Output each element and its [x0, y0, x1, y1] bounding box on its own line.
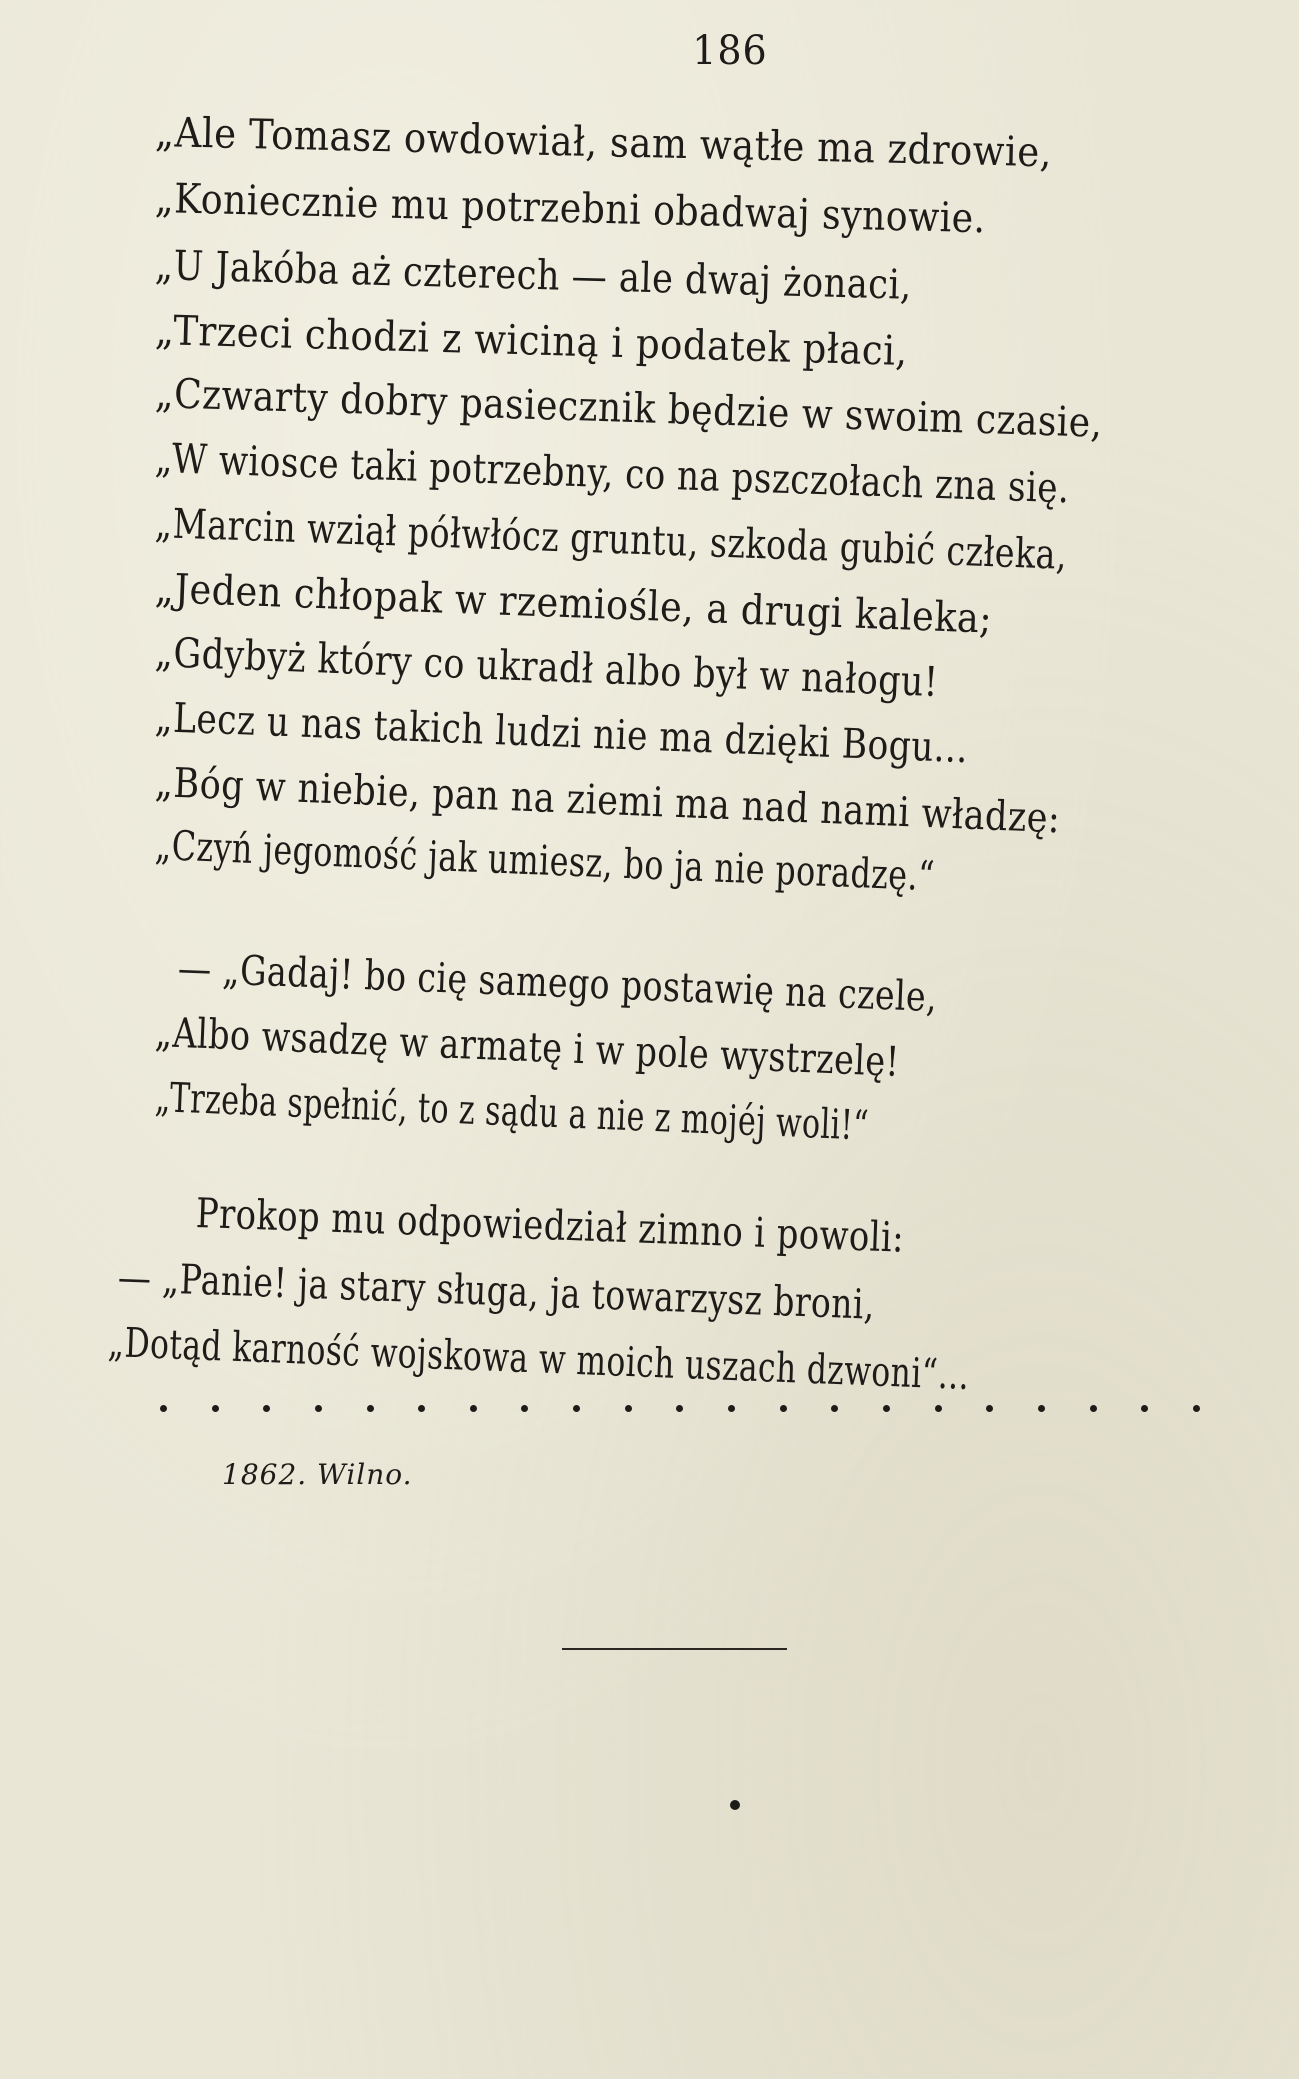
- verse-line: „Albo wsadzę w armatę i w pole wystrzelę!: [154, 1008, 901, 1086]
- leader-dot: [986, 1405, 993, 1412]
- ink-speck: [730, 1800, 740, 1810]
- dot-leader: [160, 1405, 1200, 1412]
- leader-dot: [935, 1405, 942, 1412]
- verse-line: „Dotąd karność wojskowa w moich uszach dzwoni“...: [107, 1318, 971, 1400]
- verse-line: „Bóg w niebie, pan na ziemi ma nad nami władzę:: [154, 758, 1062, 843]
- verse-line: „Jeden chłopak w rzemiośle, a drugi kaleka;: [154, 564, 993, 643]
- leader-dot: [1141, 1405, 1148, 1412]
- verse-line: — „Gadaj! bo cię samego postawię na czele,: [177, 944, 939, 1022]
- verse-line: — „Panie! ja stary sługa, ja towarzysz broni,: [117, 1253, 876, 1329]
- dateline: 1862. Wilno.: [222, 1458, 413, 1491]
- verse-line: „Trzeci chodzi z wiciną i podatek płaci,: [154, 306, 909, 376]
- leader-dot: [212, 1405, 219, 1412]
- leader-dot: [1193, 1405, 1200, 1412]
- leader-dot: [831, 1405, 838, 1412]
- leader-dot: [418, 1405, 425, 1412]
- leader-dot: [263, 1405, 270, 1412]
- leader-dot: [315, 1405, 322, 1412]
- leader-dot: [1090, 1405, 1097, 1412]
- verse-line: „Lecz u nas takich ludzi nie ma dzięki Bogu...: [154, 693, 969, 773]
- leader-dot: [521, 1405, 528, 1412]
- leader-dot: [1038, 1405, 1045, 1412]
- page-number: 186: [692, 28, 768, 74]
- leader-dot: [160, 1405, 167, 1412]
- verse-line: „Marcin wziął półwłócz gruntu, szkoda gubić człeka,: [154, 499, 1068, 579]
- verse-line: „W wiosce taki potrzebny, co na pszczołach zna się.: [154, 434, 1071, 513]
- leader-dot: [728, 1405, 735, 1412]
- verse-line: „Czyń jegomość jak umiesz, bo ja nie poradzę.“: [154, 821, 936, 901]
- end-rule: [562, 1648, 787, 1650]
- leader-dot: [367, 1405, 374, 1412]
- verse-line: „Gdybyż który co ukradł albo był w nałogu!: [154, 628, 940, 707]
- leader-dot: [883, 1405, 890, 1412]
- verse-line: „Ale Tomasz owdowiał, sam wątłe ma zdrowie,: [154, 108, 1053, 177]
- leader-dot: [573, 1405, 580, 1412]
- verse-line: „Trzeba spełnić, to z sądu a nie z mojéj woli!“: [154, 1073, 870, 1150]
- verse-line: „U Jakóba aż czterech — ale dwaj żonaci,: [154, 241, 913, 309]
- leader-dot: [780, 1405, 787, 1412]
- verse-line: „Czwarty dobry pasiecznik będzie w swoim czasie,: [154, 369, 1104, 447]
- verse-line: „Koniecznie mu potrzebni obadwaj synowie.: [154, 174, 987, 243]
- verse-line: Prokop mu odpowiedział zimno i powoli:: [195, 1189, 905, 1262]
- leader-dot: [676, 1405, 683, 1412]
- leader-dot: [625, 1405, 632, 1412]
- leader-dot: [470, 1405, 477, 1412]
